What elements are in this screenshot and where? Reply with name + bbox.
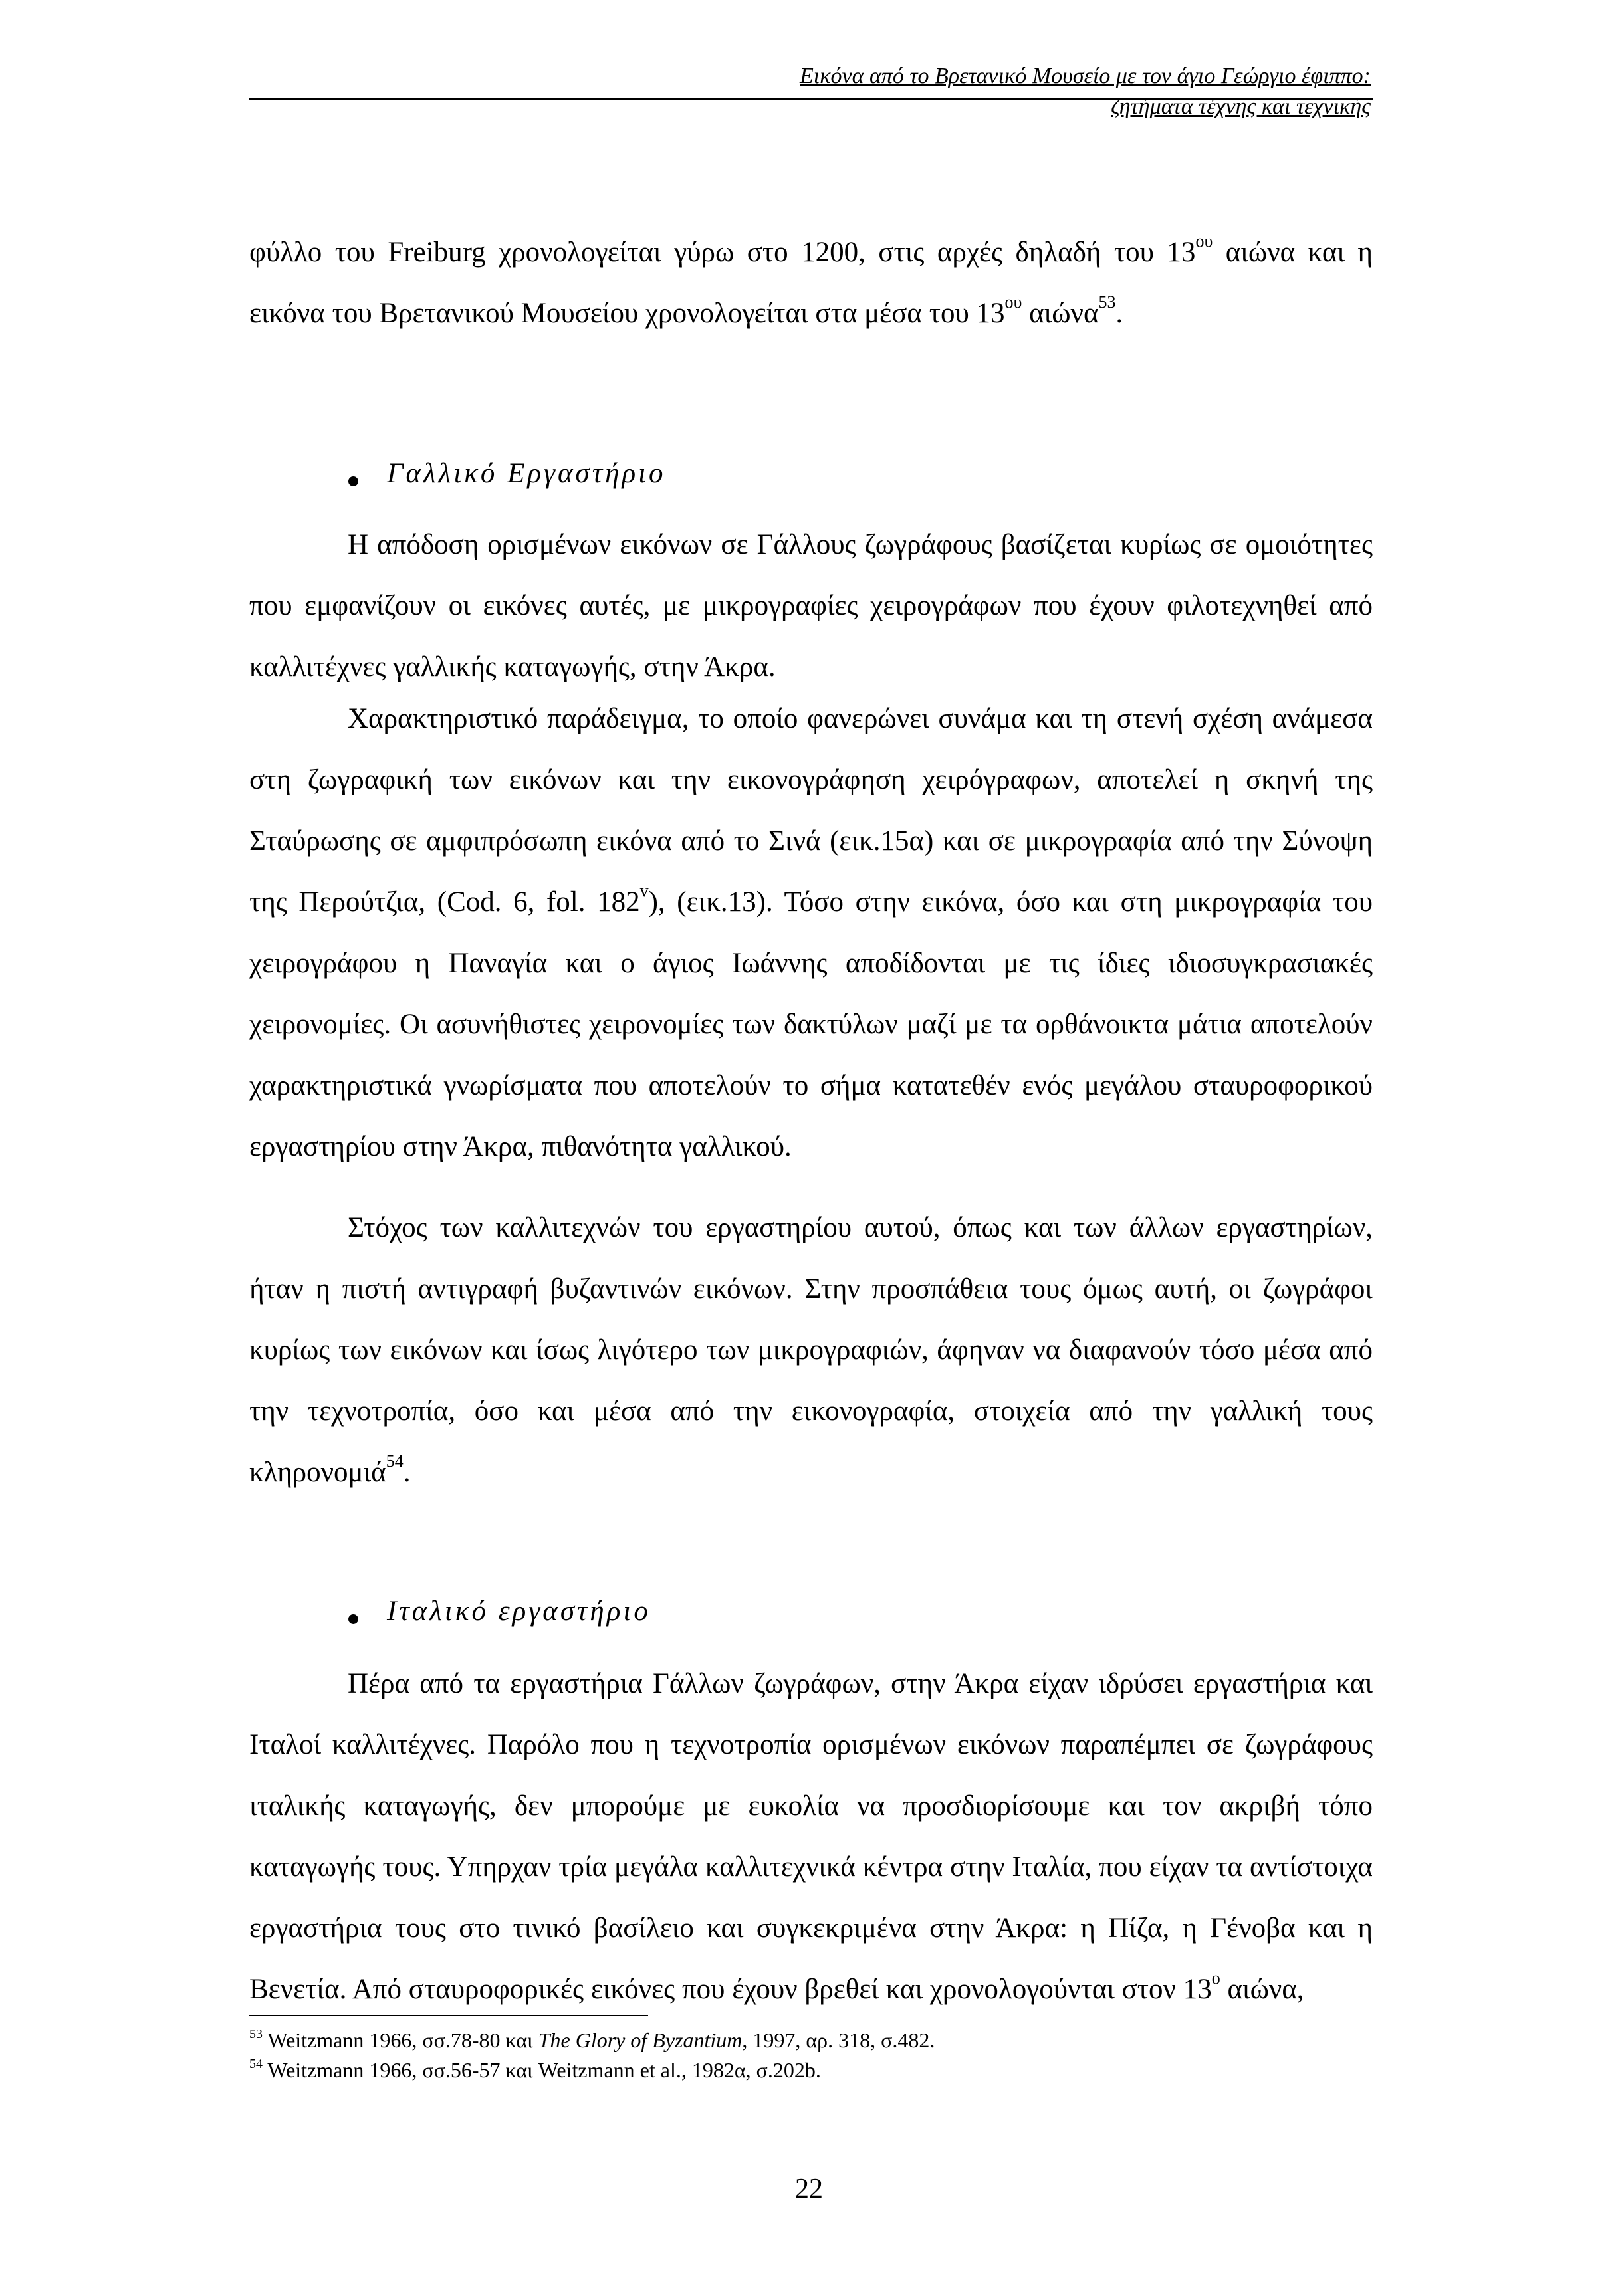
- superscript: ου: [1195, 231, 1213, 251]
- text: .: [403, 1457, 411, 1488]
- footnote-ref-54[interactable]: 54: [386, 1451, 404, 1471]
- text: Πέρα από τα εργαστήρια Γάλλων ζωγράφων, στην Άκρα είχαν ιδρύσει εργαστήρια και Ιταλοί καλλιτέχνες. Παρόλο που η τεχνοτροπία ορισμένων εικόνων παραπέμπει σε ζωγράφους ιταλικής καταγωγής, δεν μπορούμε με ευκολία να προσδιορίσουμε και τον ακριβή τόπο καταγωγής τους. Υπηρχαν τρία μεγάλα καλλιτεχνικά κέντρα στην Ιταλία, που είχαν τα αντίστοιχα εργαστήρια τους στο τινικό βασίλειο και συγκεκριμένα στην Άκρα: η Πίζα, η Γένοβα και η Βενετία. Από σταυροφορικές εικόνες που έχουν βρεθεί και χρονολογούνται στον 13: [249, 1668, 1373, 2005]
- paragraph-intro: [249, 222, 1373, 344]
- text: Η απόδοση ορισμένων εικόνων σε Γάλλους ζωγράφους βασίζεται κυρίως σε ομοιότητες που εμφανίζουν οι εικόνες αυτές, με μικρογραφίες χειρογράφων που έχουν φιλοτεχνηθεί από καλλιτέχνες γαλλικής καταγωγής, στην Άκρα.: [249, 529, 1373, 682]
- paragraph-french-a: [249, 514, 1373, 698]
- text: φύλλο του Freiburg χρονολογείται γύρω στο 1200, στις αρχές δηλαδή του 13: [249, 237, 1196, 268]
- footnote-54: [249, 2055, 1373, 2085]
- running-header-line-1: Εικόνα από το Βρετανικό Μουσείο με τον άγιο Γεώργιο έφιππο:: [800, 64, 1371, 88]
- footnote-number: 53: [249, 2027, 263, 2041]
- heading-text: Γαλλικό Εργαστήριο: [387, 458, 666, 489]
- text: αιώνα,: [1220, 1974, 1304, 2005]
- text: Στόχος των καλλιτεχνών του εργαστηρίου αυτού, όπως και των άλλων εργαστηρίων, ήταν η πιστή αντιγραφή βυζαντινών εικόνων. Στην προσπάθεια τους όμως αυτή, οι ζωγράφοι κυρίως των εικόνων και ίσως λιγότερο των μικρογραφιών, άφηναν να διαφανούν τόσο μέσα από την τεχνοτροπία, όσο και μέσα από την εικονογραφία, στοιχεία από την γαλλική τους κληρονομιά: [249, 1212, 1373, 1488]
- footnote-rule: [249, 2015, 648, 2016]
- running-header-line-2: ζητήματα τέχνης και τεχνικής: [1111, 94, 1371, 119]
- section-heading-italian: [350, 1595, 651, 1627]
- heading-text: Ιταλικό εργαστήριο: [387, 1596, 651, 1627]
- paragraph-french-b: [249, 688, 1373, 1178]
- superscript: ου: [1004, 292, 1022, 312]
- paragraph-french-c: [249, 1198, 1373, 1503]
- text: .: [1115, 298, 1123, 329]
- footnotes: [249, 2026, 1373, 2085]
- footnote-title: The Glory of Byzantium: [538, 2028, 743, 2052]
- running-header: [241, 61, 1371, 122]
- footnote-text: , 1997, αρ. 318, σ.482.: [742, 2028, 935, 2052]
- text: Χαρακτηριστικό παράδειγμα, το οποίο φανερώνει συνάμα και τη στενή σχέση ανάμεσα στη ζωγραφική των εικόνων και την εικονογράφηση χειρόγραφων, αποτελεί η σκηνή της Σταύρωσης σε αμφιπρόσωπη εικόνα από το Σινά (εικ.15α) και σε μικρογραφία από την Σύνοψη της Περούτζια, (Cod. 6, fol. 182: [249, 703, 1373, 918]
- text: ), (εικ.13). Τόσο στην εικόνα, όσο και στη μικρογραφία του χειρογράφου η Παναγία και ο άγιος Ιωάννης αποδίδονται με τις ίδιες ιδιοσυγκρασιακές χειρονομίες. Οι ασυνήθιστες χειρονομίες των δακτύλων μαζί με τα ορθάνοικτα μάτια αποτελούν χαρακτηριστικά γνωρίσματα που αποτελούν το σήμα κατατεθέν ενός μεγάλου σταυροφορικού εργαστηρίου στην Άκρα, πιθανότητα γαλλικού.: [249, 887, 1373, 1162]
- superscript: ο: [1211, 1968, 1220, 1988]
- footnote-53: [249, 2026, 1373, 2055]
- superscript: v: [639, 881, 649, 900]
- section-heading-french: [350, 457, 666, 490]
- footnote-text: Weitzmann 1966, σσ.78-80 και: [263, 2028, 538, 2052]
- text: αιώνα και η εικόνα του Βρετανικού Μουσείου χρονολογείται στα μέσα του 13: [249, 237, 1373, 329]
- text: αιώνα: [1022, 298, 1099, 329]
- footnote-text: Weitzmann 1966, σσ.56-57 και Weitzmann et al., 1982α, σ.202b.: [263, 2058, 821, 2082]
- footnote-ref-53[interactable]: 53: [1098, 292, 1116, 312]
- footnote-number: 54: [249, 2057, 263, 2071]
- page-number: 22: [795, 2174, 823, 2204]
- paragraph-italian-a: [249, 1653, 1373, 2020]
